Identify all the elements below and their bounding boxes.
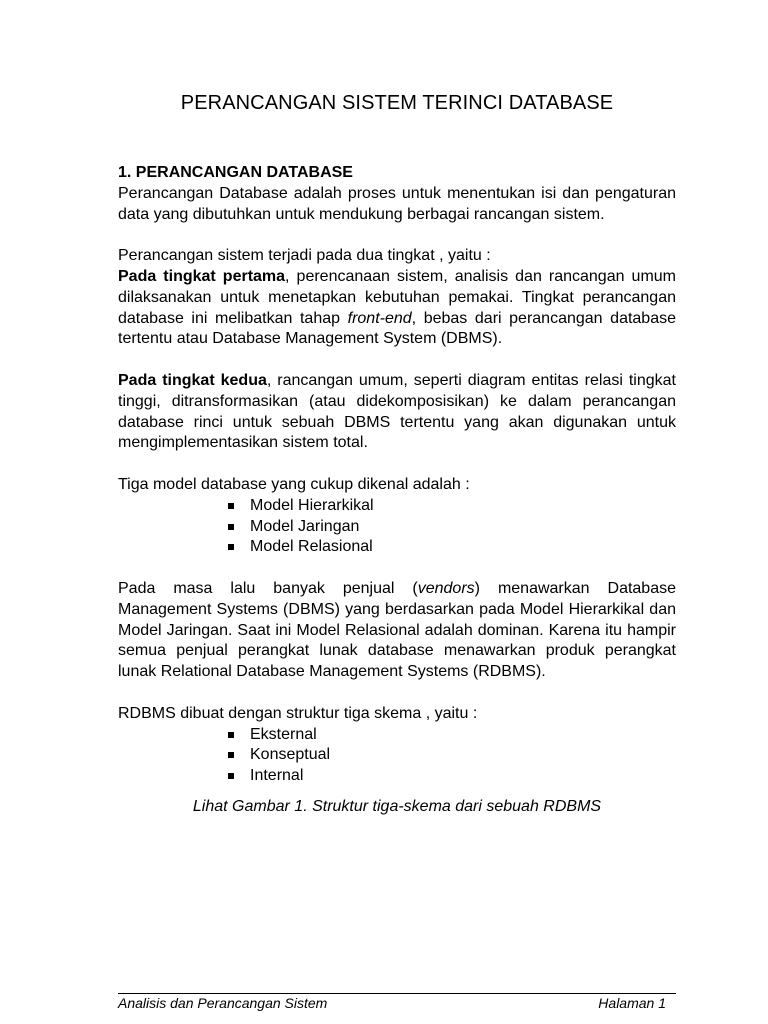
paragraph-definition: Perancangan Database adalah proses untuk menentukan isi dan pengaturan data yang dibutuhkan untuk mendukung berbagai rancangan sistem. <box>118 184 676 223</box>
second-level-text: , rancangan umum, seperti diagram entitas relasi tingkat tinggi, ditransformasikan (atau didekomposisikan) ke dalam perancangan database rinci untuk sebuah DBMS tertentu yang akan digunakan untuk mengimplementasikan sistem total. <box>118 371 677 452</box>
second-level-label: Pada tingkat kedua <box>118 371 267 389</box>
paragraph-second-level <box>118 371 676 454</box>
section-heading: 1. PERANCANGAN DATABASE <box>118 164 353 181</box>
paragraph-vendors <box>118 579 676 683</box>
footer-page-number: Halaman 1 <box>598 995 666 1011</box>
paragraph-levels-intro: Perancangan sistem terjadi pada dua tingkat , yaitu : <box>118 247 491 265</box>
footer-left: Analisis dan Perancangan Sistem <box>118 995 328 1011</box>
first-level-text-b: , bebas dari perancangan database tertentu atau Database Management System (DBMS). <box>118 309 676 348</box>
list-item: Model Hierarkikal <box>226 496 676 517</box>
list-item: Konseptual <box>226 745 676 766</box>
list-item: Eksternal <box>226 725 676 746</box>
document-body <box>118 163 676 818</box>
models-list <box>118 496 676 558</box>
schema-list <box>118 725 676 787</box>
first-level-text-a: , perencanaan sistem, analisis dan rancangan umum dilaksanakan untuk menetapkan kebutuhan pemakai. Tingkat perancangan database ini melibatkan tahap <box>118 267 677 327</box>
front-end-term: front-end <box>347 309 412 327</box>
paragraph-first-level <box>118 267 676 350</box>
vendors-term: vendors <box>417 579 475 597</box>
vendors-text-a: Pada masa lalu banyak penjual ( <box>118 579 418 597</box>
vendors-text-b: ) menawarkan Database Management Systems (DBMS) yang berdasarkan pada Model Hierarkikal dan Model Jaringan. Saat ini Model Relasional adalah dominan. Karena itu hampir semua penjual perangkat lunak database menawarkan produk perangkat lunak Relational Database Management Systems (RDBMS). <box>118 579 676 681</box>
list-item: Model Jaringan <box>226 517 676 538</box>
figure-caption: Lihat Gambar 1. Struktur tiga-skema dari sebuah RDBMS <box>192 797 602 815</box>
list-item: Internal <box>226 766 676 787</box>
page-footer <box>118 993 676 1011</box>
schema-intro: RDBMS dibuat dengan struktur tiga skema , yaitu : <box>118 704 478 722</box>
document-title: PERANCANGAN SISTEM TERINCI DATABASE <box>180 92 614 114</box>
list-item: Model Relasional <box>226 537 676 558</box>
models-intro: Tiga model database yang cukup dikenal adalah : <box>118 475 470 493</box>
first-level-label: Pada tingkat pertama <box>118 267 286 285</box>
